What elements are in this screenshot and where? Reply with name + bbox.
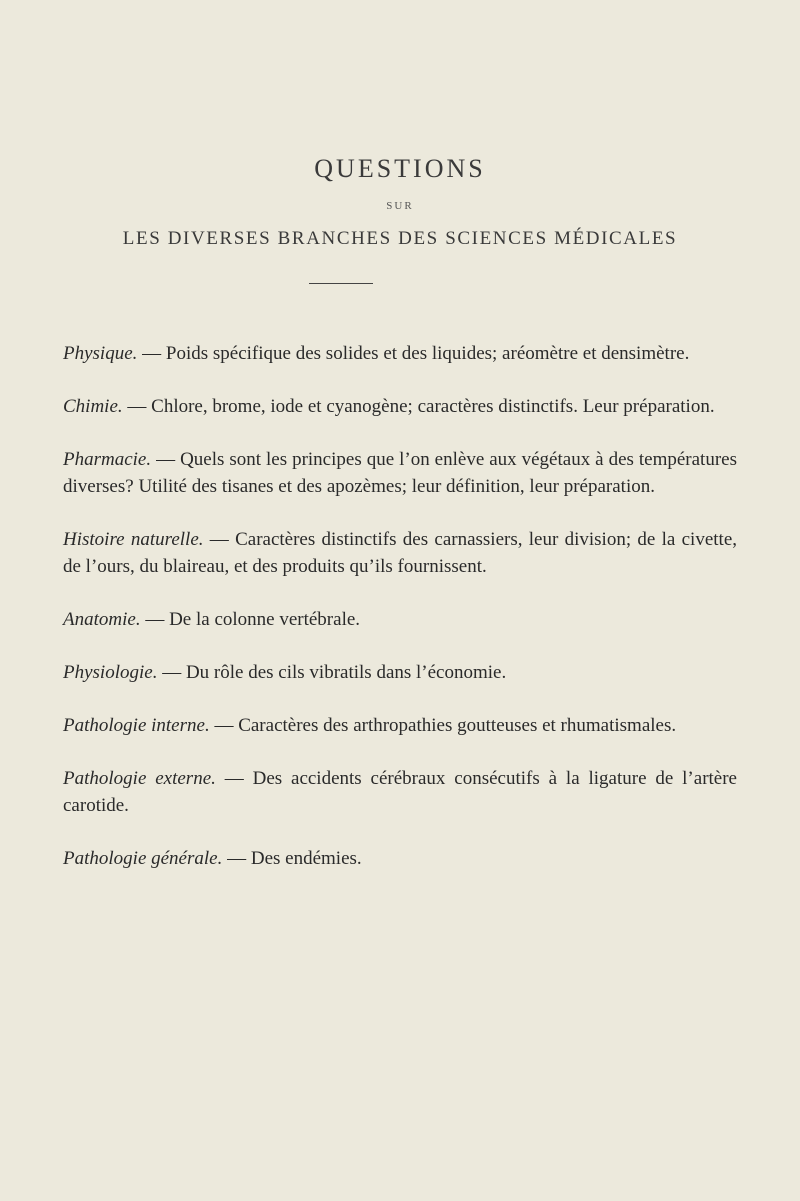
page-heading: LES DIVERSES BRANCHES DES SCIENCES MÉDICALES bbox=[122, 228, 678, 249]
question-subject: Chimie. bbox=[63, 396, 123, 417]
question-text: — Caractères des arthropathies goutteuses et rhumatismales. bbox=[209, 715, 677, 736]
question-subject: Anatomie. bbox=[63, 609, 141, 630]
question-subject: Pathologie générale. bbox=[63, 848, 223, 869]
question-subject: Pathologie interne. bbox=[63, 715, 210, 736]
heading-divider bbox=[309, 283, 373, 284]
question-subject: Pharmacie. bbox=[63, 449, 152, 470]
page-subtitle: SUR bbox=[386, 200, 414, 212]
question-text: — Des accidents cérébraux consécutifs à la ligature de l’artère carotide. bbox=[63, 768, 737, 816]
question-text: — De la colonne vertébrale. bbox=[140, 609, 361, 630]
question-pharmacie bbox=[63, 446, 737, 500]
question-physique bbox=[63, 340, 737, 367]
question-subject: Histoire naturelle. bbox=[63, 529, 204, 550]
question-pathologie-externe bbox=[63, 765, 737, 819]
question-text: — Caractères distinctifs des carnassiers, leur division; de la civette, de l’ours, du blaireau, et des produits qu’ils fournissent. bbox=[63, 529, 737, 577]
question-histoire-naturelle bbox=[63, 526, 737, 580]
question-text: — Quels sont les principes que l’on enlève aux végétaux à des températures diverses? Utilité des tisanes et des apozèmes; leur définition, leur préparation. bbox=[63, 449, 737, 497]
question-text: — Du rôle des cils vibratils dans l’économie. bbox=[157, 662, 507, 683]
question-text: — Poids spécifique des solides et des liquides; aréomètre et densimètre. bbox=[137, 343, 690, 364]
question-text: — Des endémies. bbox=[222, 848, 362, 869]
question-pathologie-interne bbox=[63, 712, 737, 739]
question-text: — Chlore, brome, iode et cyanogène; caractères distinctifs. Leur préparation. bbox=[122, 396, 715, 417]
question-chimie bbox=[63, 393, 737, 420]
question-anatomie bbox=[63, 606, 737, 633]
question-pathologie-generale bbox=[63, 845, 737, 872]
question-physiologie bbox=[63, 659, 737, 686]
question-subject: Physique. bbox=[63, 343, 138, 364]
page-title: QUESTIONS bbox=[314, 154, 486, 183]
question-list bbox=[63, 340, 737, 898]
question-subject: Pathologie externe. bbox=[63, 768, 216, 789]
question-subject: Physiologie. bbox=[63, 662, 158, 683]
